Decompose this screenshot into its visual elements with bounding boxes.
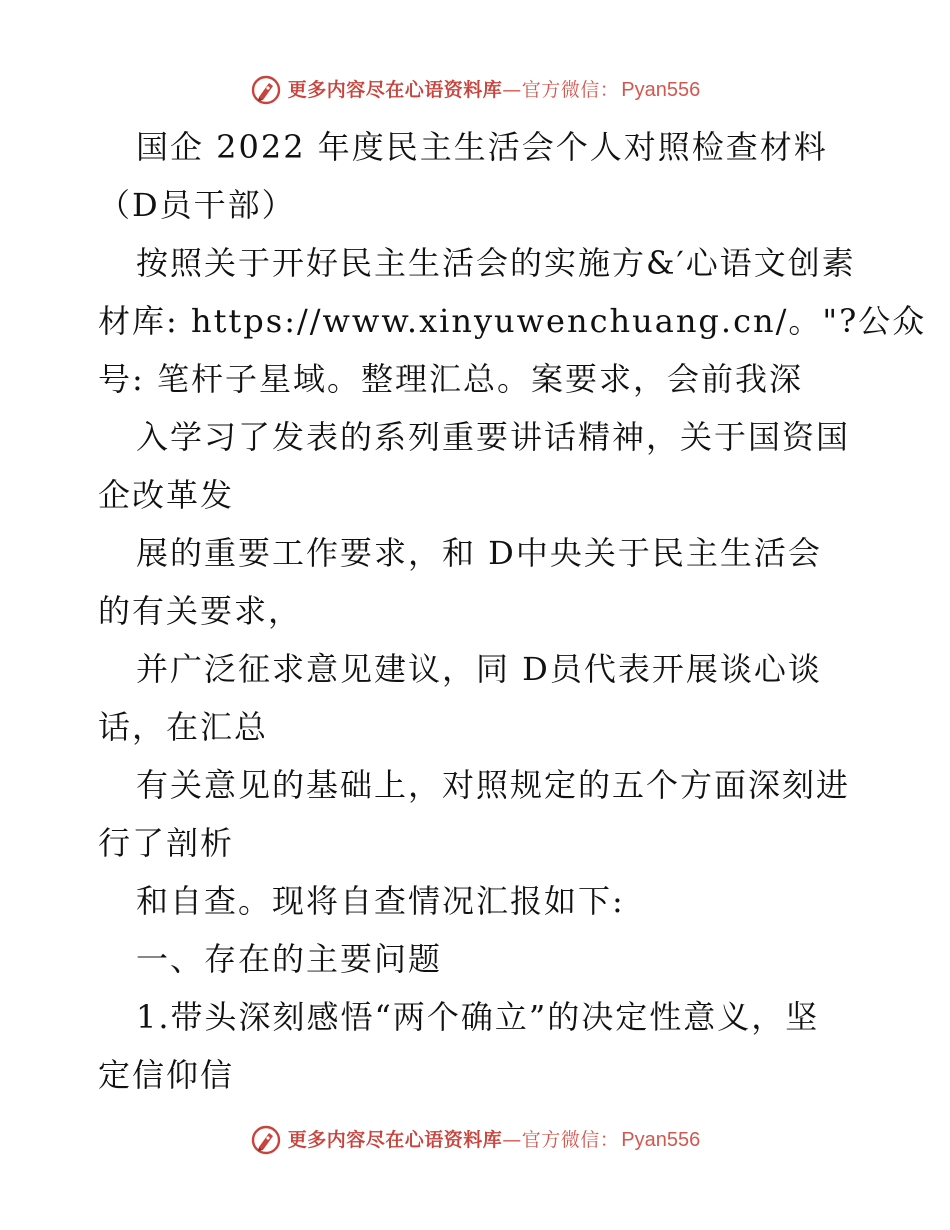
footer-watermark <box>0 1120 950 1160</box>
text-line: 入学习了发表的系列重要讲话精神，关于国资国 <box>136 418 851 456</box>
wechat-id: Pyan556 <box>621 1129 701 1151</box>
text-line: 话，在汇总 <box>98 708 269 746</box>
text-line: 的有关要求， <box>98 592 303 630</box>
text-line: 号: 笔杆子星域。整理汇总。案要求，会前我深 <box>98 360 803 398</box>
wechat-label: 官方微信： <box>521 79 620 101</box>
text-line: 国企 2022 年度民主生活会个人对照检查材料 <box>136 128 828 166</box>
watermark-text: 更多内容尽在心语资料库 <box>287 1129 503 1151</box>
text-line: 定信仰信 <box>98 1056 235 1094</box>
watermark-dash: — <box>502 1129 522 1151</box>
pen-nib-logo-icon <box>250 1124 282 1156</box>
header-watermark <box>0 70 950 110</box>
text-line: 行了剖析 <box>98 824 235 862</box>
text-line: 展的重要工作要求，和 D中央关于民主生活会 <box>136 534 822 572</box>
text-line: 1.带头深刻感悟“两个确立”的决定性意义，坚 <box>136 998 820 1036</box>
text-line: 和自查。现将自查情况汇报如下: <box>136 882 625 920</box>
text-line: 一、存在的主要问题 <box>136 940 443 978</box>
text-line: 材库: https://www.xinyuwenchuang.cn/。"?公众 <box>98 302 927 340</box>
text-line: （D员干部） <box>98 186 296 224</box>
wechat-label: 官方微信： <box>521 1129 620 1151</box>
watermark-dash: — <box>502 79 522 101</box>
watermark-text: 更多内容尽在心语资料库 <box>287 79 503 101</box>
pen-nib-logo-icon <box>250 74 282 106</box>
text-line: 有关意见的基础上，对照规定的五个方面深刻进 <box>136 766 851 804</box>
text-line: 企改革发 <box>98 476 235 514</box>
wechat-id: Pyan556 <box>621 79 701 101</box>
text-line: 按照关于开好民主生活会的实施方&′心语文创素 <box>136 244 856 282</box>
document-body <box>98 118 927 1104</box>
text-line: 并广泛征求意见建议，同 D员代表开展谈心谈 <box>136 650 822 688</box>
